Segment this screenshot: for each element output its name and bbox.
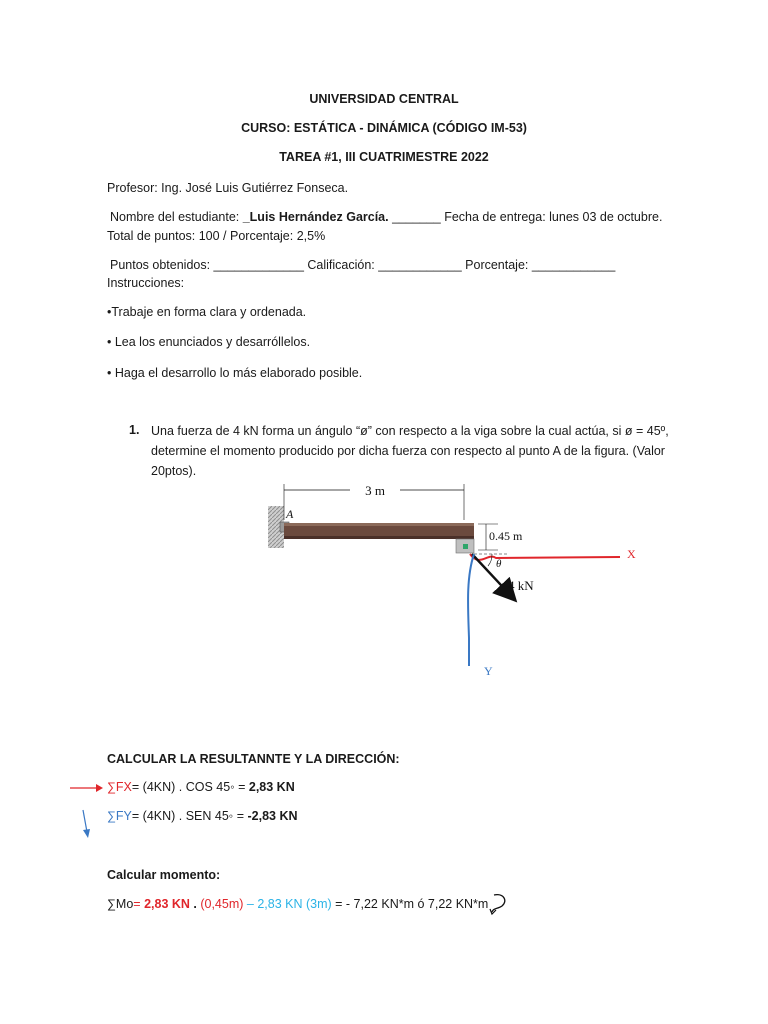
instruction-item: •Trabaje en forma clara y ordenada. <box>107 305 307 319</box>
fx-expression: = (4KN) . COS 45◦ = <box>131 780 249 794</box>
blue-arrow-icon <box>80 808 94 840</box>
force-label: 4 kN <box>508 578 534 593</box>
mo-equals: = <box>133 897 145 911</box>
point-a-label: A <box>286 507 294 521</box>
x-axis-label: X <box>627 547 636 561</box>
y-axis-label: Y <box>484 664 493 678</box>
instruction-item: • Lea los enunciados y desarróllelos. <box>107 335 311 349</box>
moment-line <box>107 897 488 911</box>
x-axis-line <box>470 554 620 560</box>
course-title: CURSO: ESTÁTICA - DINÁMICA (CÓDIGO IM-53) <box>241 121 527 135</box>
mo-label: ∑Mo <box>107 897 134 911</box>
fx-result: 2,83 KN <box>248 780 295 794</box>
instructions-title: Instrucciones: <box>107 276 185 290</box>
mo-dot: . <box>189 897 201 911</box>
professor-line: Profesor: Ing. José Luis Gutiérrez Fonseca. <box>107 181 349 195</box>
fy-expression: = (4KN) . SEN 45◦ = <box>131 809 248 823</box>
y-axis-line <box>468 554 474 666</box>
student-prefix: Nombre del estudiante: <box>110 210 243 224</box>
fy-result: -2,83 KN <box>247 809 298 823</box>
dim-3m-label: 3 m <box>365 483 385 498</box>
student-line <box>110 210 662 224</box>
total-points: Total de puntos: 100 / Porcentaje: 2,5% <box>107 229 326 243</box>
fx-label: ∑FX <box>107 780 132 794</box>
student-suffix: _______ Fecha de entrega: lunes 03 de octubre. <box>388 210 663 224</box>
dim-045m-label: 0.45 m <box>489 529 523 543</box>
question-text: Una fuerza de 4 kN forma un ángulo “ø” con respecto a la viga sobre la cual actúa, si ø = 45º, determine el momento producido por dicha fuerza con respecto al punto A de la figura. (Valor 20ptos). <box>151 424 669 478</box>
resultant-title: CALCULAR LA RESULTANNTE Y LA DIRECCIÓN: <box>107 752 400 766</box>
student-name: _Luis Hernández García. <box>242 210 389 224</box>
mo-term1: 2,83 KN <box>144 897 190 911</box>
mo-term2: (0,45m) <box>200 897 244 911</box>
red-arrow-icon <box>70 781 106 795</box>
angle-label: θ <box>496 558 502 570</box>
grades-line: Puntos obtenidos: _____________ Calificación: ____________ Porcentaje: ____________ <box>110 258 616 272</box>
assignment-title: TAREA #1, III CUATRIMESTRE 2022 <box>279 150 489 164</box>
instruction-item: • Haga el desarrollo lo más elaborado posible. <box>107 366 363 380</box>
university-title: UNIVERSIDAD CENTRAL <box>309 92 459 106</box>
mo-result: = - 7,22 KN*m ó 7,22 KN*m <box>331 897 489 911</box>
fx-line <box>107 780 295 794</box>
moment-title: Calcular momento: <box>107 868 221 882</box>
question-number: 1. <box>129 423 140 437</box>
beam-figure <box>260 478 660 688</box>
fy-label: ∑FY <box>107 809 132 823</box>
mo-minus: – <box>243 897 258 911</box>
clockwise-moment-icon <box>488 892 510 916</box>
mo-term3: 2,83 KN (3m) <box>257 897 332 911</box>
fy-line <box>107 809 298 823</box>
